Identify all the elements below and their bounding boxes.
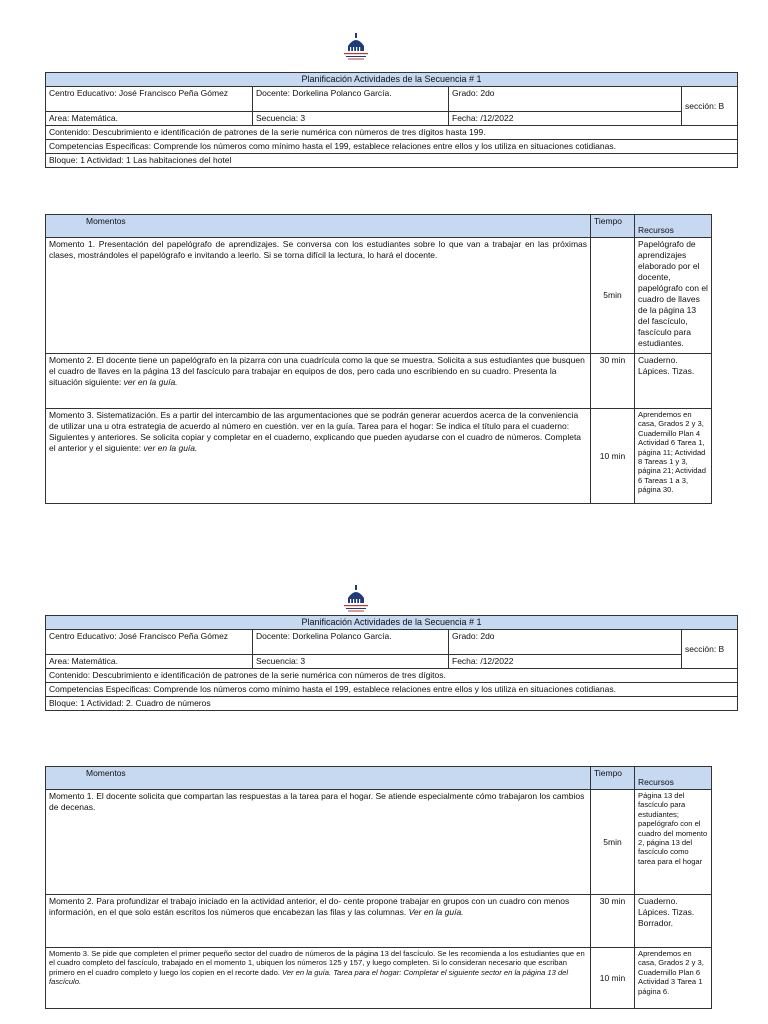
competencias: Competencias Especificas: Comprende los números como mínimo hasta el 199, establece relaciones entre ellos y los utiliza en situaciones cotidianas. — [46, 140, 738, 154]
recursos: Página 13 del fascículo para estudiantes; papelógrafo con el cuadro del momento 2, página 13 del fascículo como tarea para el hogar — [635, 790, 712, 895]
guia-ref: ver en la guía. — [123, 377, 178, 387]
col-recursos: Recursos — [635, 767, 712, 790]
ministry-seal-icon — [340, 582, 372, 614]
area: Area: Matemática. — [46, 112, 253, 126]
tiempo: 10 min — [591, 948, 635, 1009]
momento-text: Momento 3. Se pide que completen el primer pequeño sector del cuadro de números de la página 13 del fascículo. Se les recomienda a los estudiantes que en el cuadro completo del fascículo, trabajado en el momento 1, ubiquen los números 125 y 157, y luego completen. Si lo consideran necesario que escriban primero en el cuadro completo y luego los copien en el recorte dado. Ver en la guía. Tarea para el hogar: Completar el siguiente sector en la página 13 del fascículo. — [46, 948, 591, 1009]
tiempo: 30 min — [591, 895, 635, 948]
tiempo: 5min — [591, 790, 635, 895]
table-row — [46, 895, 712, 948]
secuencia: Secuencia: 3 — [253, 112, 449, 126]
ministry-seal-icon — [340, 30, 372, 62]
momento-text: Momento 2. Para profundizar el trabajo iniciado en la actividad anterior, el do- cente propone trabajar en grupos con un cuadro con menos información, en el que solo están escritos los números que encabezan las filas y las columnas. Ver en la guía. — [46, 895, 591, 948]
col-momentos: Momentos — [46, 215, 591, 238]
col-recursos: Recursos — [635, 215, 712, 238]
momento-text: Momento 1. El docente solicita que compartan las respuestas a la tarea para el hogar. Se atiende especialmente cómo trabajaron los cambios de decenas. — [46, 790, 591, 895]
guia-ref: Ver en la guía. — [408, 907, 464, 917]
seccion: sección: B — [682, 630, 738, 669]
momentos-table — [45, 766, 712, 1009]
recursos: Aprendemos en casa, Grados 2 y 3, Cuadernillo Plan 4 Actividad 6 Tarea 1, página 11; Actividad 8 Tareas 1 y 3, página 21; Actividad 6 Tareas 1 a 3, página 30. — [635, 409, 712, 504]
bloque-actividad: Bloque: 1 Actividad: 2. Cuadro de números — [46, 697, 738, 711]
momento-text: Momento 3. Sistematización. Es a partir del intercambio de las argumentaciones que se podrán generar acuerdos acerca de la conveniencia de utilizar una u otra estrategia de acuerdo al número en cuestión. ver en la guía. Tarea para el hogar: Se indica el título para el cuaderno: Siguientes y anteriores. Se solicita copiar y completar en el cuaderno, explicando que pueden ayudarse con el cuadro de números. Completa el anterior y el siguiente: ver en la guía. — [46, 409, 591, 504]
table-row — [46, 354, 712, 409]
grado: Grado: 2do — [449, 630, 682, 655]
col-tiempo: Tiempo — [591, 767, 635, 790]
recursos: Cuaderno. Lápices. Tizas. Borrador. — [635, 895, 712, 948]
recursos: Cuaderno. Lápices. Tizas. — [635, 354, 712, 409]
competencias: Competencias Especificas: Comprende los números como mínimo hasta el 199, establece relaciones entre ellos y los utiliza en situaciones cotidianas. — [46, 683, 738, 697]
plan-header-table — [45, 72, 738, 168]
grado: Grado: 2do — [449, 87, 682, 112]
col-momentos: Momentos — [46, 767, 591, 790]
contenido: Contenido: Descubrimiento e identificación de patrones de la serie numérica con números de tres dígitos hasta 199. — [46, 126, 738, 140]
fecha: Fecha: /12/2022 — [449, 655, 682, 669]
momento-text: Momento 2. El docente tiene un papelógrafo en la pizarra con una cuadrícula como la que se muestra. Solicita a sus estudiantes que busquen el cuadro de llaves en la página 13 del fascículo para trabajar en equipos de dos, pero cada uno escribiendo en su cuadro. Presenta la situación siguiente: ver en la guía. — [46, 354, 591, 409]
momentos-table — [45, 214, 712, 504]
seccion: sección: B — [682, 87, 738, 126]
tiempo: 5min — [591, 238, 635, 354]
area: Area: Matemática. — [46, 655, 253, 669]
plan-header-table — [45, 615, 738, 711]
fecha: Fecha: /12/2022 — [449, 112, 682, 126]
table-row — [46, 409, 712, 504]
tiempo: 30 min — [591, 354, 635, 409]
bloque-actividad: Bloque: 1 Actividad: 1 Las habitaciones del hotel — [46, 154, 738, 168]
docente: Docente: Dorkelina Polanco García. — [253, 87, 449, 112]
col-tiempo: Tiempo — [591, 215, 635, 238]
recursos: Aprendemos en casa, Grados 2 y 3, Cuadernillo Plan 6 Actividad 3 Tarea 1 página 6. — [635, 948, 712, 1009]
table-row — [46, 238, 712, 354]
plan-title: Planificación Actividades de la Secuencia # 1 — [46, 73, 738, 87]
guia-ref: ver en la guía. — [143, 443, 198, 453]
table-row — [46, 790, 712, 895]
guia-ref: Ver en la guía. Tarea para el hogar: Completar el siguiente sector en la página 13 del fascículo. — [49, 967, 569, 987]
contenido: Contenido: Descubrimiento e identificación de patrones de la serie numérica con números de tres dígitos. — [46, 669, 738, 683]
plan-title: Planificación Actividades de la Secuencia # 1 — [46, 616, 738, 630]
centro-educativo: Centro Educativo: José Francisco Peña Gómez — [46, 630, 253, 655]
recursos: Papelógrafo de aprendizajes elaborado por el docente, papelógrafo con el cuadro de llaves de la página 13 del fascículo, fascículo para estudiantes. — [635, 238, 712, 354]
centro-educativo: Centro Educativo: José Francisco Peña Gómez — [46, 87, 253, 112]
secuencia: Secuencia: 3 — [253, 655, 449, 669]
table-row — [46, 948, 712, 1009]
momento-text: Momento 1. Presentación del papelógrafo de aprendizajes. Se conversa con los estudiantes sobre lo que van a trabajar en las próximas clases, mostrándoles el papelógrafo e invitando a leerlo. Si se torna difícil la lectura, lo hará el docente. — [46, 238, 591, 354]
tiempo: 10 min — [591, 409, 635, 504]
docente: Docente: Dorkelina Polanco García. — [253, 630, 449, 655]
